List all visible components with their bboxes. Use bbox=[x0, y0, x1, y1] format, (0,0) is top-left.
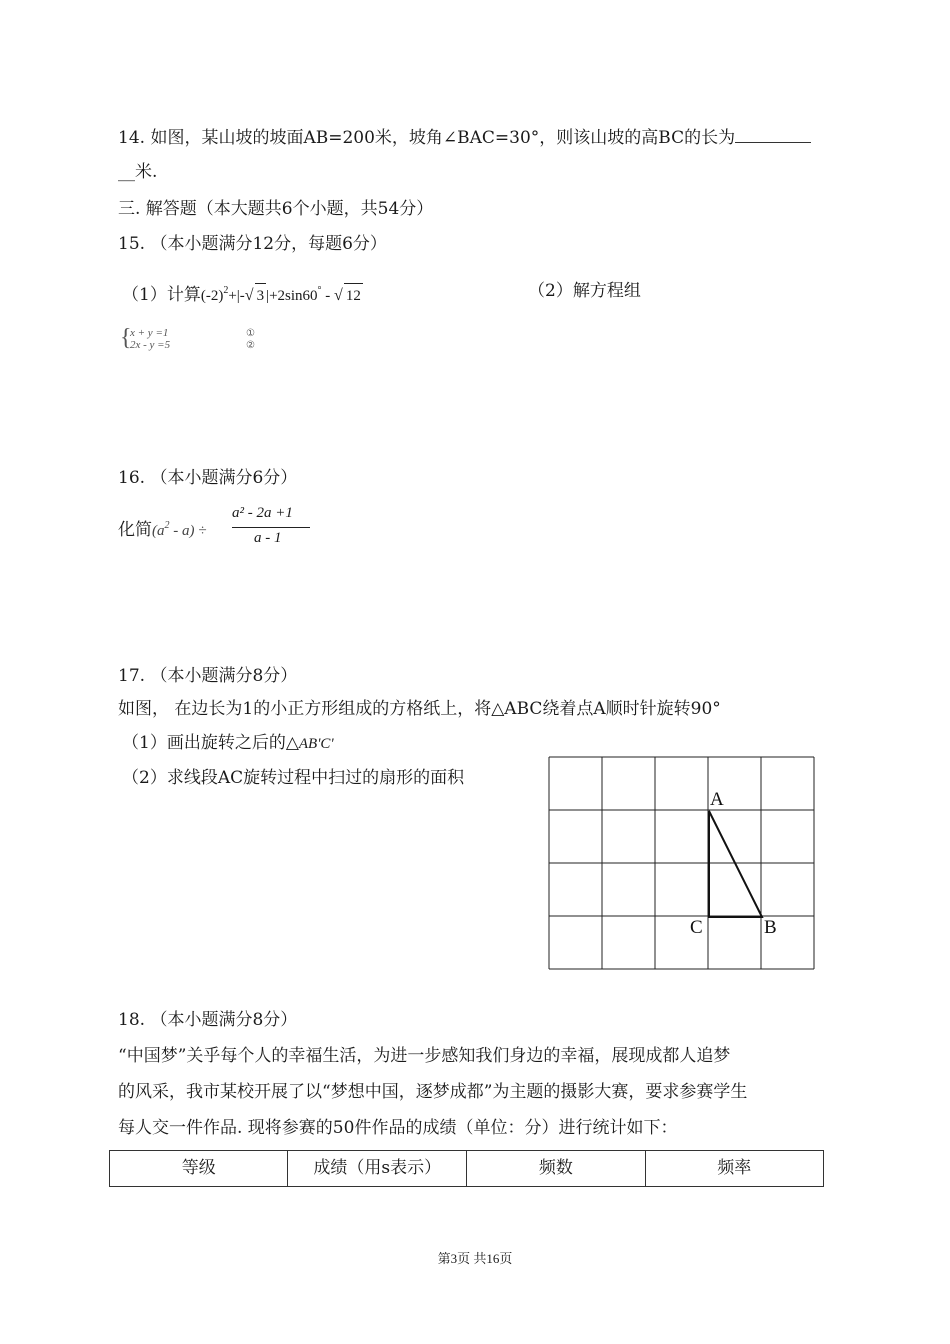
q18-header: 18. （本小题满分8分） bbox=[118, 1010, 298, 1030]
expr-sqrt12: 12 bbox=[344, 283, 363, 308]
q14-text: 14. 如图，某山坡的坡面AB=200米，坡角∠BAC=30°，则该山坡的高BC的长为 bbox=[118, 128, 736, 148]
equation-2-mark: ② bbox=[246, 340, 255, 351]
sqrt-icon: √ bbox=[244, 287, 254, 304]
q15-part1-label: （1）计算 bbox=[122, 285, 201, 305]
grid-figure bbox=[548, 756, 818, 972]
q15-expression bbox=[200, 285, 363, 304]
q17-stem: 如图， 在边长为1的小正方形组成的方格纸上，将△ABC绕着点A顺时针旋转90° bbox=[118, 699, 721, 719]
q16-left bbox=[152, 520, 207, 539]
q16-left-rest: - a) ÷ bbox=[169, 523, 207, 539]
page-footer: 第3页 共16页 bbox=[437, 1251, 513, 1266]
fraction-bar bbox=[232, 527, 310, 528]
q16-denominator: a - 1 bbox=[254, 530, 282, 546]
table-header-score: 成绩（用s表示） bbox=[288, 1151, 467, 1187]
q18-line-2: 的风采，我市某校开展了以“梦想中国，逐梦成都”为主题的摄影大赛，要求参赛学生 bbox=[118, 1082, 748, 1102]
expr-sqrt3: 3 bbox=[255, 283, 267, 308]
stats-table bbox=[109, 1150, 824, 1187]
q16-header: 16. （本小题满分6分） bbox=[118, 468, 298, 488]
sqrt-icon: √ bbox=[334, 287, 343, 304]
q14-line2: __米. bbox=[118, 162, 158, 182]
q18-line-3: 每人交一件作品. 现将参赛的50件作品的成绩（单位：分）进行统计如下： bbox=[118, 1118, 678, 1138]
table-header-rate: 频率 bbox=[645, 1151, 823, 1187]
point-c-label: C bbox=[690, 917, 703, 938]
q17-header: 17. （本小题满分8分） bbox=[118, 666, 298, 686]
q16-expression bbox=[118, 514, 206, 543]
q15-part1 bbox=[122, 279, 363, 308]
equation-1-mark: ① bbox=[246, 328, 255, 339]
table-header-grade: 等级 bbox=[110, 1151, 288, 1187]
q16-numerator: a² - 2a +1 bbox=[232, 505, 293, 521]
equation-1: x + y =1 bbox=[130, 327, 169, 339]
equation-2: 2x - y =5 bbox=[130, 339, 171, 351]
table-row bbox=[110, 1151, 824, 1187]
q17-part1 bbox=[122, 731, 334, 756]
brace-icon: { bbox=[120, 325, 132, 351]
expr-degree: ° bbox=[317, 285, 322, 296]
point-a-label: A bbox=[710, 789, 724, 810]
q16-left-exp: 2 bbox=[164, 520, 170, 531]
expr-abs-open: +|- bbox=[228, 288, 245, 304]
q14-line1 bbox=[118, 125, 811, 150]
q16-left-base: (a bbox=[152, 523, 165, 539]
q17-part2: （2）求线段AC旋转过程中扫过的扇形的面积 bbox=[122, 768, 465, 788]
q15-part2-label: （2）解方程组 bbox=[528, 281, 641, 301]
expr-sin: |+2sin60 bbox=[266, 288, 318, 304]
point-b-label: B bbox=[764, 917, 777, 938]
q17-part1-math: AB'C' bbox=[298, 736, 334, 752]
section-heading: 三. 解答题（本大题共6个小题，共54分） bbox=[118, 199, 434, 219]
expr-base: (-2) bbox=[200, 288, 224, 304]
q16-label: 化简 bbox=[118, 520, 152, 540]
expr-minus: - bbox=[325, 288, 331, 304]
q15-header: 15. （本小题满分12分，每题6分） bbox=[118, 234, 387, 254]
q18-line-1: “中国梦”关乎每个人的幸福生活，为进一步感知我们身边的幸福，展现成都人追梦 bbox=[118, 1046, 731, 1066]
q17-part1-text: （1）画出旋转之后的△ bbox=[122, 733, 299, 753]
table-header-frequency: 频数 bbox=[467, 1151, 645, 1187]
q14-answer-blank[interactable] bbox=[735, 125, 811, 143]
triangle-abc bbox=[709, 811, 762, 917]
expr-exponent: 2 bbox=[223, 285, 229, 296]
